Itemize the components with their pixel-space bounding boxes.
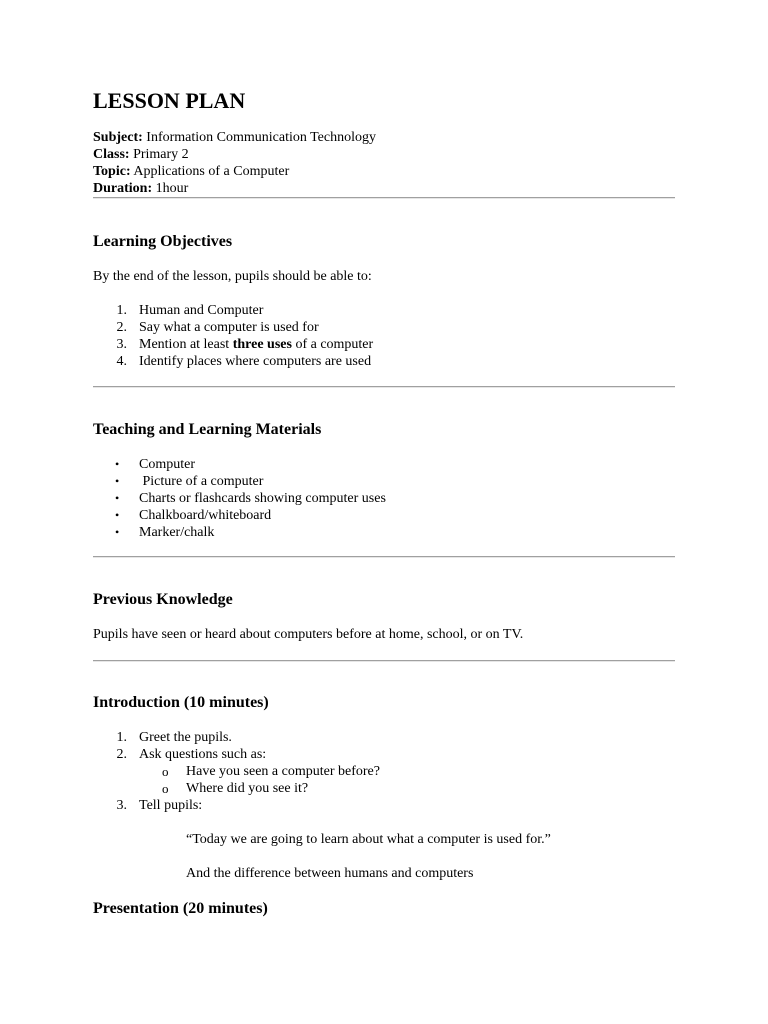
presentation-heading: Presentation (20 minutes): [93, 900, 268, 917]
sub-list-item-text: Have you seen a computer before?: [186, 764, 380, 779]
section-divider: [93, 386, 675, 388]
list-item-text: [139, 336, 373, 353]
list-item-text: Picture of a computer: [139, 474, 264, 489]
section-divider: [93, 556, 675, 558]
meta-subject: [93, 129, 376, 146]
list-number: 3.: [116, 798, 127, 813]
introduction-quote: “Today we are going to learn about what a computer is used for.”: [186, 832, 551, 847]
materials-heading: Teaching and Learning Materials: [93, 421, 322, 438]
meta-topic-value: Applications of a Computer: [130, 164, 290, 179]
objectives-intro: By the end of the lesson, pupils should be able to:: [93, 269, 372, 284]
introduction-heading: Introduction (10 minutes): [93, 694, 269, 711]
bullet-icon: •: [115, 525, 120, 539]
list-number: 2.: [116, 320, 127, 335]
list-number: 1.: [116, 303, 127, 318]
list-item-text: Identify places where computers are used: [139, 354, 372, 369]
list-number: 1.: [116, 730, 127, 745]
meta-topic-label: Topic:: [93, 164, 131, 179]
list-item-text: Computer: [139, 457, 195, 472]
meta-subject-value: Information Communication Technology: [142, 130, 377, 145]
bullet-icon: •: [115, 491, 120, 505]
list-number: 2.: [116, 747, 127, 762]
bullet-icon: •: [115, 508, 120, 522]
meta-duration: [93, 180, 376, 197]
meta-duration-label: Duration:: [93, 181, 153, 196]
list-item-text: Ask questions such as:: [139, 747, 267, 762]
list-item-text: Greet the pupils.: [139, 730, 232, 745]
list-item-text: Human and Computer: [139, 303, 264, 318]
section-divider: [93, 660, 675, 662]
objectives-heading: Learning Objectives: [93, 233, 233, 250]
bullet-icon: •: [115, 457, 120, 471]
page-title: LESSON PLAN: [93, 88, 246, 113]
bullet-icon: •: [115, 474, 120, 488]
lesson-meta: [93, 129, 376, 197]
meta-class-label: Class:: [93, 147, 130, 162]
list-number: 3.: [116, 337, 127, 352]
previous-knowledge-heading: Previous Knowledge: [93, 591, 233, 608]
list-item-text: Charts or flashcards showing computer uses: [139, 491, 386, 506]
meta-duration-value: 1hour: [152, 181, 189, 196]
list-item-text: Say what a computer is used for: [139, 320, 319, 335]
list-item-text: Marker/chalk: [139, 525, 215, 540]
previous-knowledge-text: Pupils have seen or heard about computers before at home, school, or on TV.: [93, 627, 524, 642]
sub-list-item-text: Where did you see it?: [186, 781, 309, 796]
introduction-quote-followup: And the difference between humans and computers: [186, 866, 474, 881]
list-number: 4.: [116, 354, 127, 369]
list-item-text: Chalkboard/whiteboard: [139, 508, 272, 523]
sub-bullet-icon: o: [162, 764, 169, 779]
list-item-text: Tell pupils:: [139, 798, 203, 813]
list-item-text-pre: Mention at least: [139, 337, 233, 352]
section-divider: [93, 197, 675, 199]
meta-topic: [93, 163, 376, 180]
list-item-text-post: of a computer: [291, 337, 374, 352]
sub-bullet-icon: o: [162, 781, 169, 796]
meta-class-value: Primary 2: [129, 147, 189, 162]
list-item-text-bold: three uses: [232, 337, 292, 352]
meta-class: [93, 146, 376, 163]
meta-subject-label: Subject:: [93, 130, 143, 145]
